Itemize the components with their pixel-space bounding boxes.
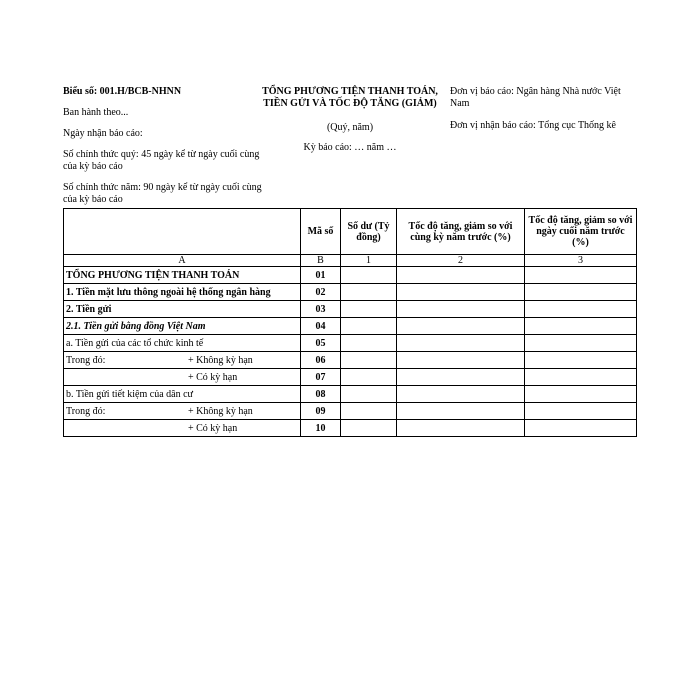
row-name-cell	[64, 369, 301, 386]
row-yoy-cell[interactable]	[397, 318, 525, 335]
form-title-block	[254, 86, 446, 154]
row-name: 2. Tiền gửi	[64, 301, 301, 318]
row-yoy-cell[interactable]	[397, 284, 525, 301]
report-period: Kỳ báo cáo: … năm …	[303, 142, 397, 153]
header-indicator	[64, 209, 301, 255]
row-code: 10	[301, 420, 341, 437]
row-name: + Không kỳ hạn	[188, 405, 253, 417]
letter-b: B	[301, 255, 341, 267]
report-table	[63, 208, 637, 437]
table-row	[64, 420, 637, 437]
row-yoy-cell[interactable]	[397, 301, 525, 318]
form-meta-left	[63, 86, 263, 215]
row-name-cell	[64, 403, 301, 420]
row-balance-cell[interactable]	[341, 386, 397, 403]
row-ytd-cell[interactable]	[525, 267, 637, 284]
row-code: 03	[301, 301, 341, 318]
row-code: 01	[301, 267, 341, 284]
row-balance-cell[interactable]	[341, 284, 397, 301]
header-code: Mã số	[301, 209, 341, 255]
column-letter-row	[64, 255, 637, 267]
row-balance-cell[interactable]	[341, 267, 397, 284]
quarterly-official: Số chính thức quý: 45 ngày kể từ ngày cuối cùng của kỳ báo cáo	[63, 149, 260, 172]
row-code: 05	[301, 335, 341, 352]
form-title: TỔNG PHƯƠNG TIỆN THANH TOÁN, TIỀN GỬI VÀ TỐC ĐỘ TĂNG (GIẢM)	[262, 86, 438, 109]
annual-official: Số chính thức năm: 90 ngày kể từ ngày cuối cùng của kỳ báo cáo	[63, 182, 262, 205]
row-yoy-cell[interactable]	[397, 369, 525, 386]
receiving-unit: Đơn vị nhận báo cáo: Tổng cục Thống kê	[450, 120, 616, 131]
row-balance-cell[interactable]	[341, 420, 397, 437]
header-yoy-growth: Tốc độ tăng, giảm so với cùng kỳ năm trước (%)	[397, 209, 525, 255]
letter-3: 3	[525, 255, 637, 267]
row-prefix: Trong đó:	[66, 405, 106, 417]
row-code: 04	[301, 318, 341, 335]
row-ytd-cell[interactable]	[525, 386, 637, 403]
row-yoy-cell[interactable]	[397, 403, 525, 420]
row-yoy-cell[interactable]	[397, 267, 525, 284]
issued-by: Ban hành theo...	[63, 107, 129, 118]
row-balance-cell[interactable]	[341, 403, 397, 420]
row-ytd-cell[interactable]	[525, 403, 637, 420]
row-ytd-cell[interactable]	[525, 369, 637, 386]
row-prefix: Trong đó:	[66, 354, 106, 366]
row-ytd-cell[interactable]	[525, 318, 637, 335]
letter-1: 1	[341, 255, 397, 267]
header-balance: Số dư (Tỷ đồng)	[341, 209, 397, 255]
row-balance-cell[interactable]	[341, 352, 397, 369]
row-balance-cell[interactable]	[341, 335, 397, 352]
row-name: a. Tiền gửi của các tổ chức kinh tế	[64, 335, 301, 352]
table-row	[64, 318, 637, 335]
table-row	[64, 352, 637, 369]
receipt-date: Ngày nhận báo cáo:	[63, 128, 143, 139]
row-code: 09	[301, 403, 341, 420]
row-ytd-cell[interactable]	[525, 284, 637, 301]
letter-2: 2	[397, 255, 525, 267]
row-yoy-cell[interactable]	[397, 386, 525, 403]
table-row	[64, 335, 637, 352]
row-yoy-cell[interactable]	[397, 352, 525, 369]
row-code: 07	[301, 369, 341, 386]
reporting-unit: Đơn vị báo cáo: Ngân hàng Nhà nước Việt Nam	[450, 86, 621, 109]
header-ytd-growth: Tốc độ tăng, giảm so với ngày cuối năm trước (%)	[525, 209, 637, 255]
table-row	[64, 369, 637, 386]
form-number: Biểu số: 001.H/BCB-NHNN	[63, 86, 182, 97]
row-name: + Có kỳ hạn	[188, 371, 238, 383]
row-balance-cell[interactable]	[341, 301, 397, 318]
row-ytd-cell[interactable]	[525, 420, 637, 437]
row-name: TỔNG PHƯƠNG TIỆN THANH TOÁN	[64, 267, 301, 284]
row-name: + Không kỳ hạn	[188, 354, 253, 366]
row-yoy-cell[interactable]	[397, 335, 525, 352]
row-code: 08	[301, 386, 341, 403]
row-yoy-cell[interactable]	[397, 420, 525, 437]
row-ytd-cell[interactable]	[525, 301, 637, 318]
form-meta-right	[450, 86, 640, 142]
table-row	[64, 267, 637, 284]
row-name-cell	[64, 352, 301, 369]
row-ytd-cell[interactable]	[525, 352, 637, 369]
table-header-row	[64, 209, 637, 255]
table-row	[64, 386, 637, 403]
row-balance-cell[interactable]	[341, 369, 397, 386]
row-code: 06	[301, 352, 341, 369]
row-code: 02	[301, 284, 341, 301]
row-name: 1. Tiền mặt lưu thông ngoài hệ thống ngân hàng	[64, 284, 301, 301]
table-row	[64, 403, 637, 420]
table-row	[64, 284, 637, 301]
row-name-cell	[64, 420, 301, 437]
row-name: 2.1. Tiền gửi bằng đồng Việt Nam	[64, 318, 301, 335]
row-name: + Có kỳ hạn	[188, 422, 238, 434]
table-row	[64, 301, 637, 318]
letter-a: A	[64, 255, 301, 267]
row-balance-cell[interactable]	[341, 318, 397, 335]
row-name: b. Tiền gửi tiết kiệm của dân cư	[64, 386, 301, 403]
row-ytd-cell[interactable]	[525, 335, 637, 352]
period-note: (Quý, năm)	[326, 122, 374, 133]
